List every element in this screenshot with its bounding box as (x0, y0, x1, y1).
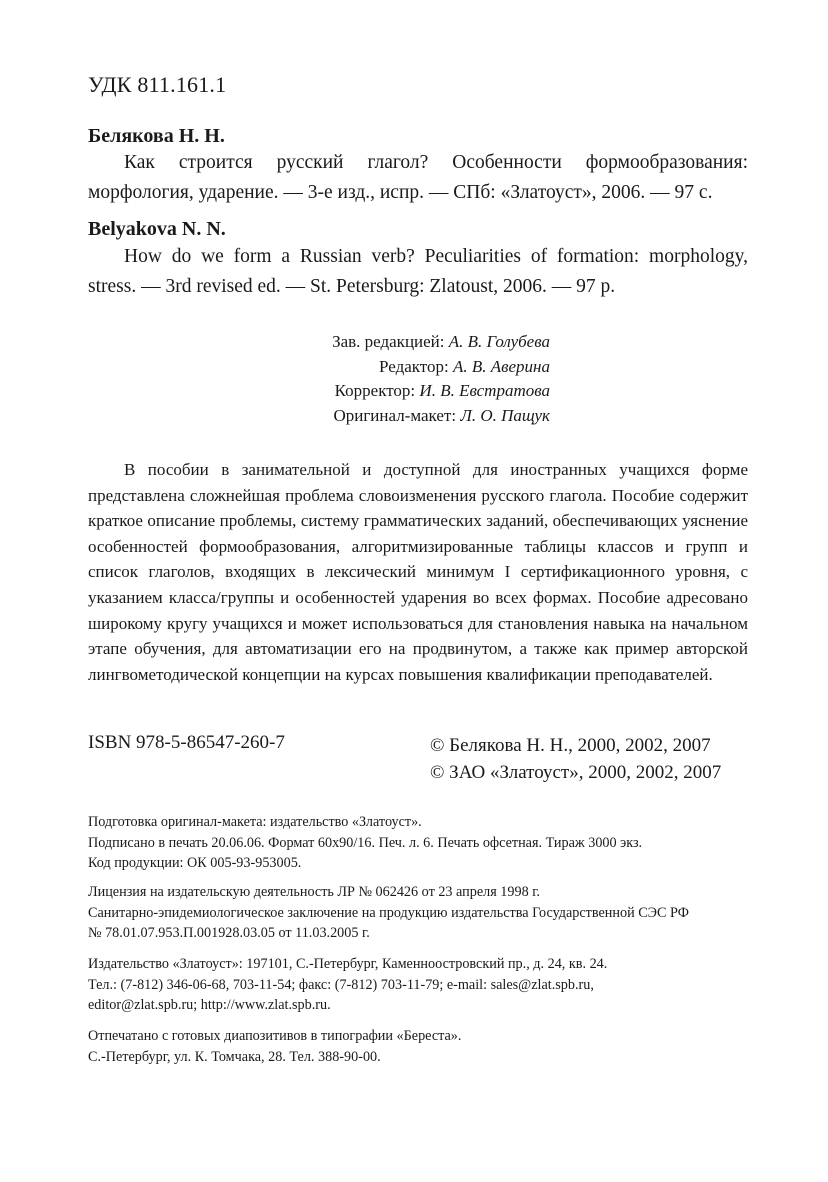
printing-house-info (88, 1026, 758, 1067)
credit-row (260, 379, 550, 404)
credit-row (260, 404, 550, 429)
credit-name: А. В. Аверина (452, 356, 550, 376)
bibliographic-entry-ru: Как строится русский глагол? Особенности формообразования: морфология, ударение. — 3-е изд., испр. — СПб: «Златоуст», 2006. — 97 с. (88, 152, 748, 203)
credit-name: А. В. Голубева (448, 332, 550, 351)
credit-row (260, 355, 550, 380)
sanitary-number-line: № 78.01.07.953.П.001928.03.05 от 11.03.2005 г. (88, 925, 370, 941)
credit-name: И. В. Евстратова (419, 381, 550, 400)
product-code-line: Код продукции: ОК 005-93-953005. (88, 855, 302, 871)
author-heading-ru: Белякова Н. Н. (88, 125, 225, 147)
production-info (88, 812, 758, 874)
printing-house-address-line: С.-Петербург, ул. К. Томчака, 28. Тел. 388-90-00. (88, 1048, 381, 1065)
credit-role: Корректор: (334, 381, 416, 400)
bibliographic-entry-en: How do we form a Russian verb? Peculiarities of formation: morphology, stress. — 3rd revised ed. — St. Petersburg: Zlatoust, 2006. — 97 p. (88, 246, 748, 297)
signed-to-print-line: Подписано в печать 20.06.06. Формат 60х90/16. Печ. л. 6. Печать офсетная. Тираж 3000 экз. (88, 834, 643, 851)
udk-code: УДК 811.161.1 (88, 72, 227, 97)
credit-row (260, 330, 550, 355)
copyright-author: © Белякова Н. Н., 2000, 2002, 2007 (430, 735, 711, 756)
preparation-line: Подготовка оригинал-макета: издательство «Златоуст». (88, 814, 422, 830)
author-heading-en: Belyakova N. N. (88, 218, 226, 240)
credit-role: Редактор: (379, 356, 449, 376)
credit-role: Оригинал-макет: (333, 405, 457, 425)
sanitary-line: Санитарно-эпидемиологическое заключение на продукцию издательства Государственной СЭС РФ (88, 904, 689, 921)
publisher-phones-line: Тел.: (7-812) 346-06-68, 703-11-54; факс: (7-812) 703-11-79; e-mail: sales@zlat.spb.ru, (88, 976, 594, 993)
license-line: Лицензия на издательскую деятельность ЛР № 062426 от 23 апреля 1998 г. (88, 884, 540, 900)
credit-name: Л. О. Пащук (460, 405, 550, 425)
isbn-number: ISBN 978-5-86547-260-7 (88, 732, 285, 753)
copyright-block (430, 732, 721, 786)
credit-role: Зав. редакцией: (332, 332, 445, 351)
publisher-contacts (88, 954, 758, 1016)
publisher-web-line: editor@zlat.spb.ru; http://www.zlat.spb.ru. (88, 997, 331, 1013)
copyright-publisher: © ЗАО «Златоуст», 2000, 2002, 2007 (430, 762, 722, 783)
license-info (88, 882, 758, 944)
publisher-address-line: Издательство «Златоуст»: 197101, С.-Петербург, Каменноостровский пр., д. 24, кв. 24. (88, 956, 608, 972)
printed-line: Отпечатано с готовых диапозитивов в типографии «Береста». (88, 1028, 462, 1044)
annotation-paragraph: В пособии в занимательной и доступной для иностранных учащихся форме представлена сложнейшая проблема словоизменения русского глагола. Пособие содержит краткое описание проблемы, систему грамматических заданий, обеспечивающих уяснение особенностей формообразования, алгоритмизированные таблицы классов и групп и список глаголов, входящих в лексический минимум I сертификационного уровня, с указанием класса/группы и особенностей ударения во всех формах. Пособие адресовано широкому кругу учащихся и может использоваться для становления навыка на начальном этапе обучения, для автоматизации его на продвинутом, а также как пример авторской лингвометодической концепции на курсах повышения квалификации преподавателей. (88, 460, 748, 684)
editorial-credits (260, 330, 550, 428)
